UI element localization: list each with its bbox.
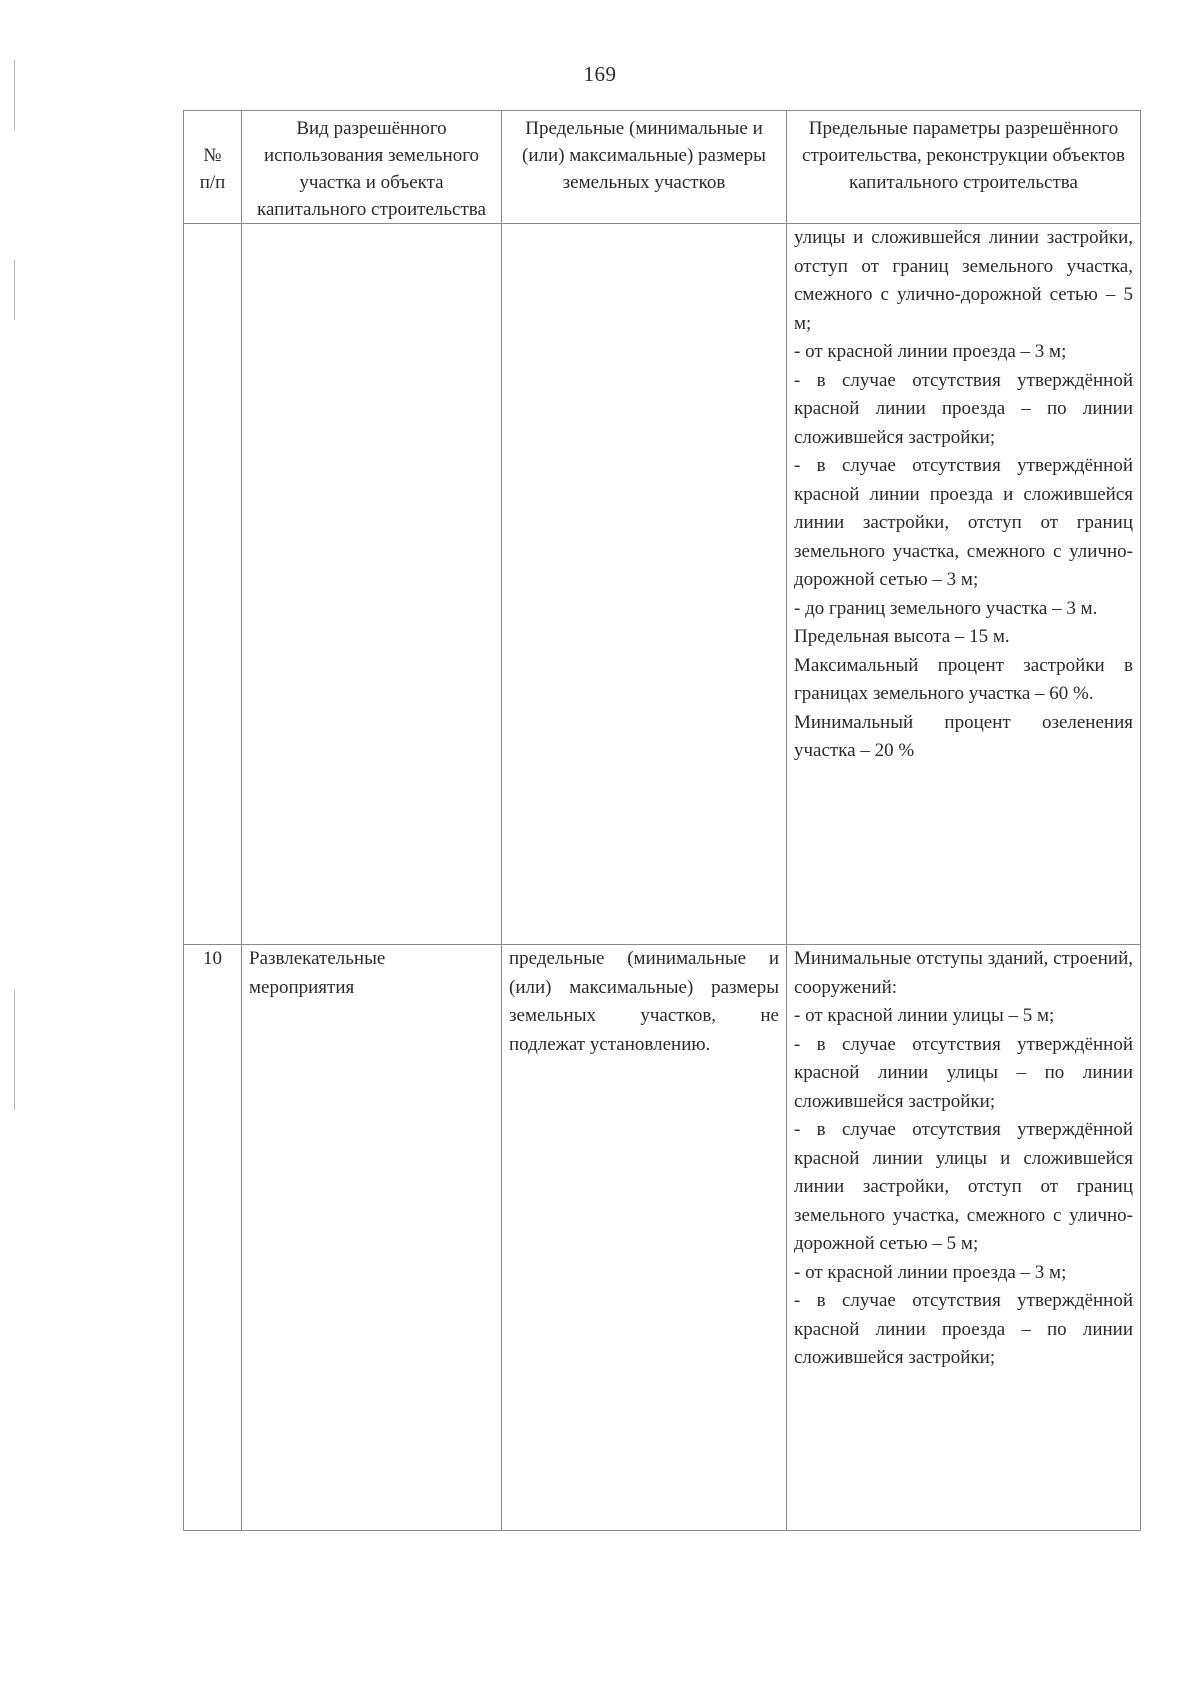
permitted-use-cell: [242, 224, 502, 945]
parameter-line: Минимальный процент озеленения участка – 20 %: [794, 711, 1133, 761]
row-number-cell: 10: [184, 945, 242, 1531]
plot-size-cell: [502, 224, 787, 945]
row-number-cell: [184, 224, 242, 945]
header-construction-parameters: Предельные параметры разрешённого строительства, реконструкции объектов капитального строительства: [787, 111, 1141, 224]
header-number-abbr: п/п: [199, 172, 226, 193]
construction-parameters-cell: [787, 224, 1141, 945]
parameter-line: - в случае отсутствия утверждённой красной линии улицы и сложившейся линии застройки, отступ от границ земельного участка, смежного с улично-дорожной сетью – 5 м;: [794, 1119, 1133, 1254]
header-number-sign: №: [203, 145, 222, 166]
construction-parameters-cell: [787, 945, 1141, 1531]
parameter-line: улицы и сложившейся линии застройки, отступ от границ земельного участка, смежного с улично-дорожной сетью – 5 м;: [794, 227, 1133, 334]
parameter-line: - в случае отсутствия утверждённой красной линии проезда – по линии сложившейся застройки;: [794, 369, 1133, 448]
parameter-line: - от красной линии проезда – 3 м;: [794, 341, 1067, 362]
permitted-use-cell: Развлекательные мероприятия: [242, 945, 502, 1531]
header-permitted-use: Вид разрешённого использования земельного участка и объекта капитального строительства: [242, 111, 502, 224]
header-number: [184, 111, 242, 224]
parameter-line: Предельная высота – 15 м.: [794, 626, 1010, 647]
parameter-line: - от красной линии улицы – 5 м;: [794, 1005, 1055, 1026]
table-row: [184, 224, 1141, 945]
regulations-table: [183, 110, 1141, 1531]
parameter-line: Минимальные отступы зданий, строений, сооружений:: [794, 948, 1133, 998]
table-header-row: [184, 111, 1141, 224]
header-plot-size-limits: Предельные (минимальные и (или) максимальные) размеры земельных участков: [502, 111, 787, 224]
scan-margin-mark: [14, 60, 15, 130]
parameter-line: - в случае отсутствия утверждённой красной линии проезда – по линии сложившейся застройки;: [794, 1290, 1133, 1368]
parameter-line: Максимальный процент застройки в границах земельного участка – 60 %.: [794, 654, 1133, 704]
parameter-line: - в случае отсутствия утверждённой красной линии проезда и сложившейся линии застройки, отступ от границ земельного участка, смежного с улично-дорожной сетью – 3 м;: [794, 455, 1133, 590]
page-number: 169: [583, 62, 617, 86]
parameter-line: - от красной линии проезда – 3 м;: [794, 1261, 1067, 1283]
scan-margin-mark: [14, 990, 15, 1110]
plot-size-cell: предельные (минимальные и (или) максимальные) размеры земельных участков, не подлежат установлению.: [502, 945, 787, 1531]
parameter-line: - в случае отсутствия утверждённой красной линии улицы – по линии сложившейся застройки;: [794, 1033, 1133, 1112]
table-row: [184, 945, 1141, 1531]
parameter-line: - до границ земельного участка – 3 м.: [794, 597, 1098, 619]
scan-margin-mark: [14, 260, 15, 320]
